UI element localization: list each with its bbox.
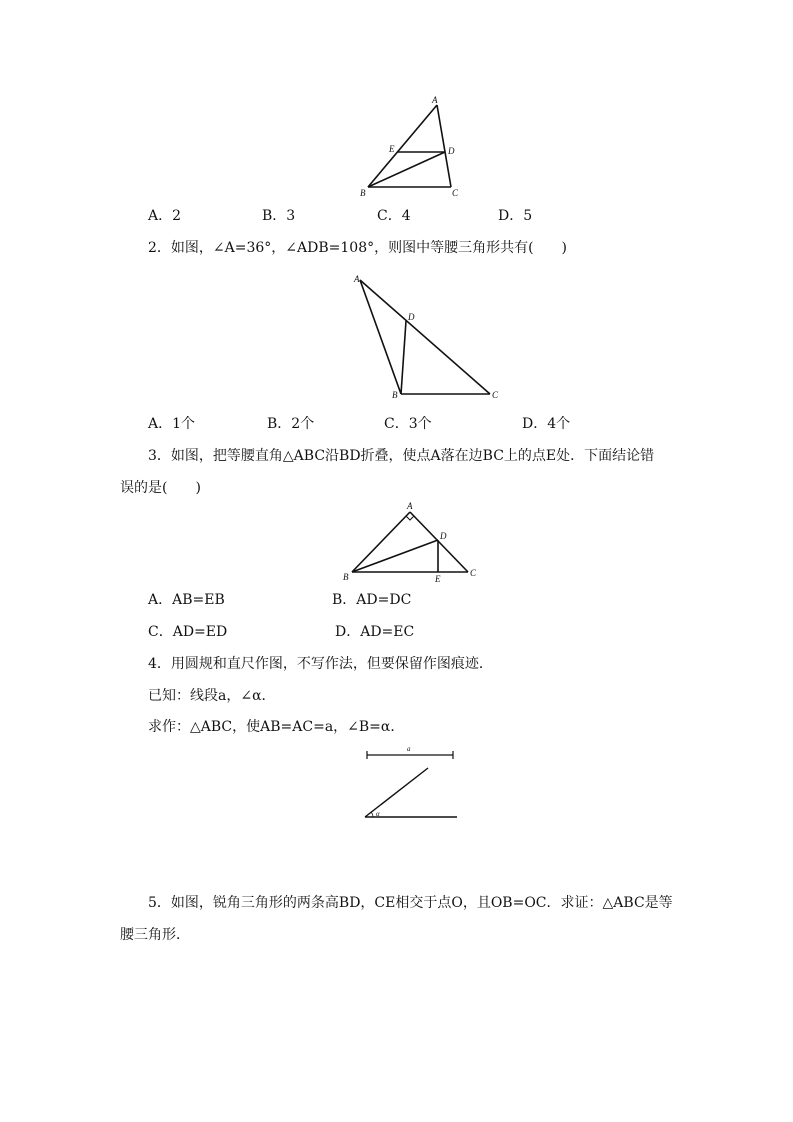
fig1-label-b: B: [360, 188, 366, 198]
fig3-side-ac: [410, 512, 468, 572]
fig3-right-angle-mark: [406, 516, 414, 520]
q2-option-b: B．2个: [267, 416, 315, 432]
fig2-label-d: D: [408, 312, 415, 322]
fig2-label-a: A: [354, 274, 360, 284]
q1-option-b: B．3: [262, 208, 296, 224]
figure-q1: [355, 95, 465, 200]
fig3-side-ab: [352, 512, 410, 572]
fig1-label-d: D: [448, 146, 455, 156]
q3-option-d: D．AD=EC: [335, 624, 415, 640]
q2-option-a: A．1个: [148, 416, 196, 432]
q4-text: 4．用圆规和直尺作图，不写作法，但要保留作图痕迹．: [148, 656, 493, 672]
q1-option-c: C．4: [377, 208, 411, 224]
q2-option-d: D．4个: [522, 416, 571, 432]
angle-alpha-label: α: [376, 810, 380, 818]
fig3-label-a: A: [407, 501, 413, 511]
fig3-label-d: D: [440, 531, 447, 541]
angle-alpha-slanted-ray: [365, 768, 428, 817]
q5-text-line1: 5．如图，锐角三角形的两条高BD，CE相交于点O，且OB=OC．求证：△ABC是等: [148, 895, 673, 911]
q5-text-line2: 腰三角形．: [120, 927, 190, 943]
fig1-label-c: C: [452, 188, 459, 198]
segment-a-label: a: [407, 745, 411, 753]
figure-q3: [340, 500, 490, 585]
figure-q2: [350, 270, 510, 405]
fig3-label-b: B: [343, 572, 349, 582]
fig2-segment-bd: [401, 321, 406, 394]
q4-known: 已知：线段a，∠α．: [148, 688, 276, 704]
fig2-side-ac: [360, 280, 490, 394]
fig2-label-c: C: [492, 390, 499, 400]
q3-text-line1: 3．如图，把等腰直角△ABC沿BD折叠，使点A落在边BC上的点E处．下面结论错: [148, 448, 655, 464]
q3-text-line2: 误的是( ): [120, 480, 201, 496]
fig3-label-c: C: [470, 568, 477, 578]
q1-option-a: A．2: [148, 208, 182, 224]
q1-option-d: D．5: [498, 208, 533, 224]
fig1-label-a: A: [432, 95, 438, 105]
figure-q4: [360, 740, 470, 825]
fig3-label-e: E: [435, 574, 441, 584]
q3-option-a: A．AB=EB: [148, 592, 225, 608]
fig1-label-e: E: [389, 144, 395, 154]
q2-option-c: C．3个: [384, 416, 432, 432]
q3-option-b: B．AD=DC: [332, 592, 412, 608]
q3-option-c: C．AD=ED: [148, 624, 228, 640]
fig1-segment-bd: [368, 152, 445, 187]
fig2-label-b: B: [392, 390, 398, 400]
q4-construct: 求作：△ABC，使AB=AC=a，∠B=α．: [148, 719, 405, 735]
fig3-segment-bd: [352, 540, 438, 572]
fig1-side-ab: [368, 105, 437, 187]
q2-text: 2．如图，∠A=36°，∠ADB=108°，则图中等腰三角形共有( ): [148, 240, 568, 256]
